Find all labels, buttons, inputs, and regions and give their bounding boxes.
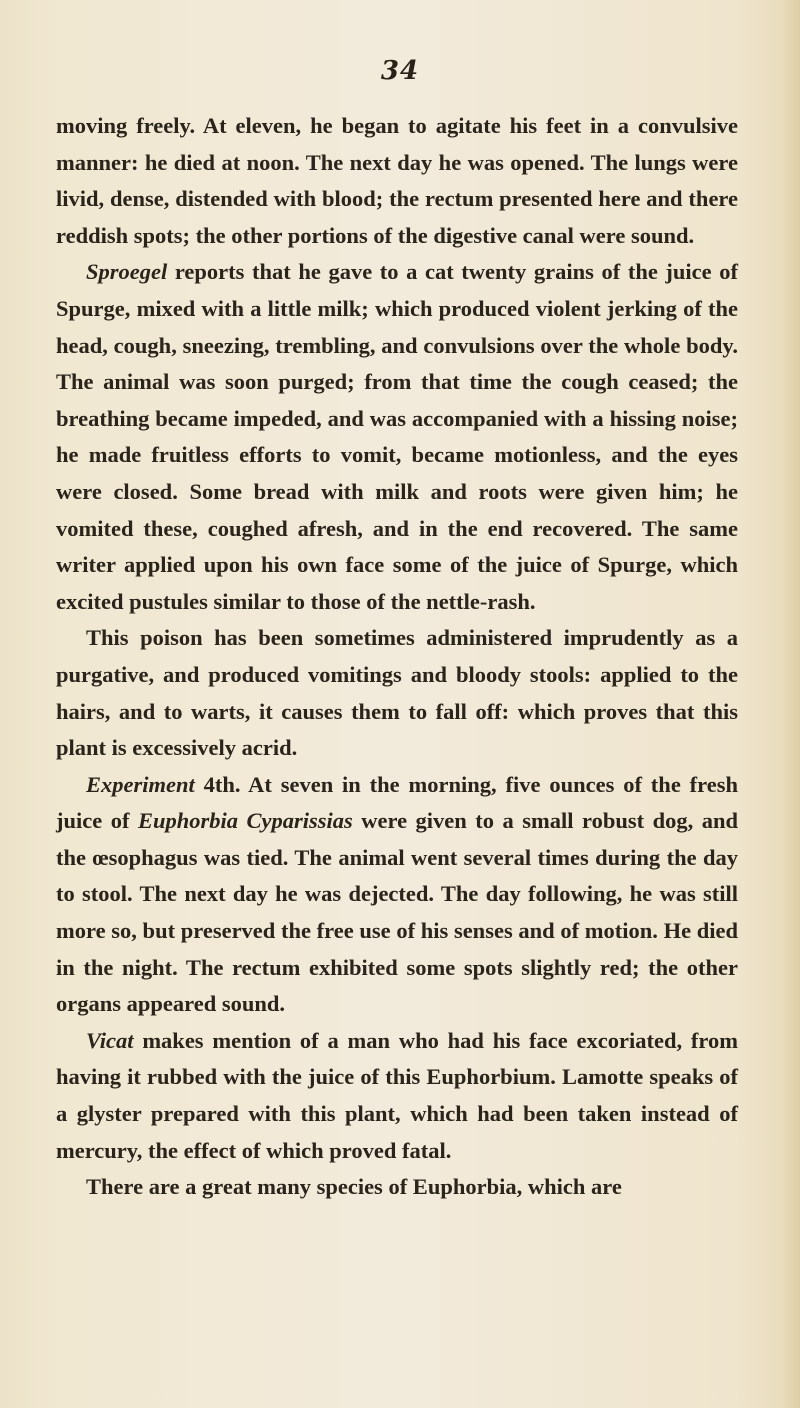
page-number: 34 bbox=[380, 56, 420, 86]
paragraph-2 bbox=[56, 254, 738, 620]
paragraph-text: This poison has been sometimes administered imprudently as a purgative, and produced vomitings and bloody stools: applied to the hairs, and to warts, it causes them to fall off: which proves that this plant is excessively acrid. bbox=[56, 625, 738, 761]
paragraph-1 bbox=[56, 108, 738, 254]
paragraph-text: reports that he gave to a cat twenty grains of the juice of Spurge, mixed with a little milk; which produced violent jerking of the head, cough, sneezing, trembling, and convulsions over the whole body. The animal was soon purged; from that time the cough ceased; the breathing became impeded, and was accompanied with a hissing noise; he made fruitless efforts to vomit, became motionless, and the eyes were closed. Some bread with milk and roots were given him; he vomited these, coughed afresh, and in the end recovered. The same writer applied upon his own face some of the juice of Spurge, which excited pustules similar to those of the nettle-rash. bbox=[56, 259, 738, 614]
author-name-vicat: Vicat bbox=[86, 1027, 134, 1053]
body-text bbox=[56, 108, 738, 1206]
paragraph-4 bbox=[56, 767, 738, 1023]
paragraph-5 bbox=[56, 1023, 738, 1169]
paragraph-text: 4th. At seven in the morning, five ounces of the fresh juice of bbox=[56, 771, 738, 834]
paragraph-text: were given to a small robust dog, and the œsophagus was tied. The animal went several times during the day to stool. The next day he was dejected. The day following, he was still more so, but preserved the free use of his senses and of motion. He died in the night. The rectum exhibited some spots slightly red; the other organs appeared sound. bbox=[56, 808, 738, 1017]
paragraph-6 bbox=[56, 1169, 738, 1206]
author-name-sproegel: Sproegel bbox=[86, 259, 168, 285]
paragraph-text: There are a great many species of Euphorbia, which are bbox=[86, 1174, 622, 1200]
paragraph-text: makes mention of a man who had his face excoriated, from having it rubbed with the juice of this Euphorbium. Lamotte speaks of a glyster prepared with this plant, which had been taken instead of mercury, the effect of which proved fatal. bbox=[56, 1027, 738, 1163]
paragraph-text: moving freely. At eleven, he began to agitate his feet in a convulsive manner: he died at noon. The next day he was opened. The lungs were livid, dense, distended with blood; the rectum presented here and there reddish spots; the other portions of the digestive canal were sound. bbox=[56, 113, 738, 248]
paragraph-3 bbox=[56, 620, 738, 766]
species-name: Euphorbia Cyparissias bbox=[137, 808, 353, 834]
page-edge-shadow bbox=[782, 0, 800, 1408]
experiment-label: Experiment bbox=[86, 771, 195, 797]
